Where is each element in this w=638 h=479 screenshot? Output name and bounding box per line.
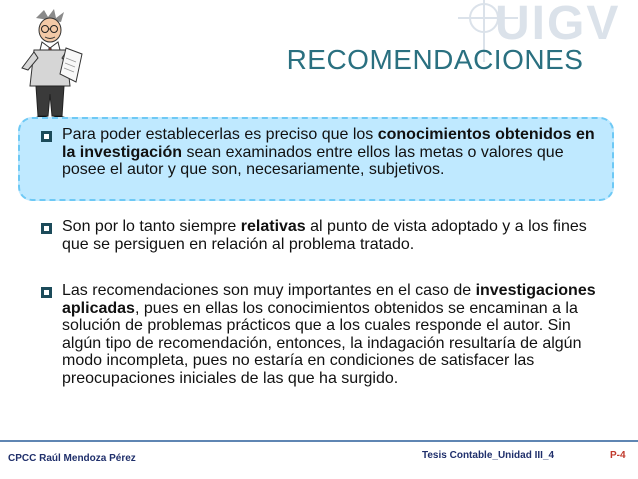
bullet-square-icon xyxy=(41,287,52,298)
page-number: P-4 xyxy=(610,450,626,461)
footer-author: CPCC Raúl Mendoza Pérez xyxy=(8,453,136,464)
reading-man-illustration xyxy=(14,8,86,126)
text-run: , pues en ellas los conocimientos obtenidos se encaminan a la solución de problemas prácticos que a los cuales responde el autor. Sin algún tipo de recomendación, entonces, la indagación resultaría de algún modo incompleta, pues no estaría en condiciones de satisfacer las preocupaciones iniciales de las que ha surgido. xyxy=(62,299,582,387)
bullet-paragraph-3 xyxy=(62,282,602,387)
footer-divider xyxy=(0,440,638,442)
bullet-square-icon xyxy=(41,223,52,234)
footer-course: Tesis Contable_Unidad III_4 xyxy=(422,450,555,461)
bullet-square-icon xyxy=(41,131,52,142)
bold-text-run: investigaciones aplicadas xyxy=(62,282,596,317)
bold-text-run: relativas xyxy=(240,218,306,235)
text-run: Son por lo tanto siempre xyxy=(62,218,241,235)
bullet-paragraph-2 xyxy=(62,218,602,253)
text-run: Para poder establecerlas es preciso que los xyxy=(62,126,378,143)
bullet-paragraph-1 xyxy=(62,126,602,179)
text-run: Las recomendaciones son muy importantes en el caso de xyxy=(62,282,476,299)
bold-text-run: conocimientos obtenidos en la investigación xyxy=(62,126,595,161)
text-run: sean examinados entre ellos las metas o valores que posee el autor y que son, necesariamente, subjetivos. xyxy=(62,143,564,178)
text-run: al punto de vista adoptado y a los fines que se persiguen en relación al problema tratado. xyxy=(62,218,587,253)
slide-title: RECOMENDACIONES xyxy=(286,44,584,75)
uigv-logo-text: UIGV xyxy=(495,0,621,50)
